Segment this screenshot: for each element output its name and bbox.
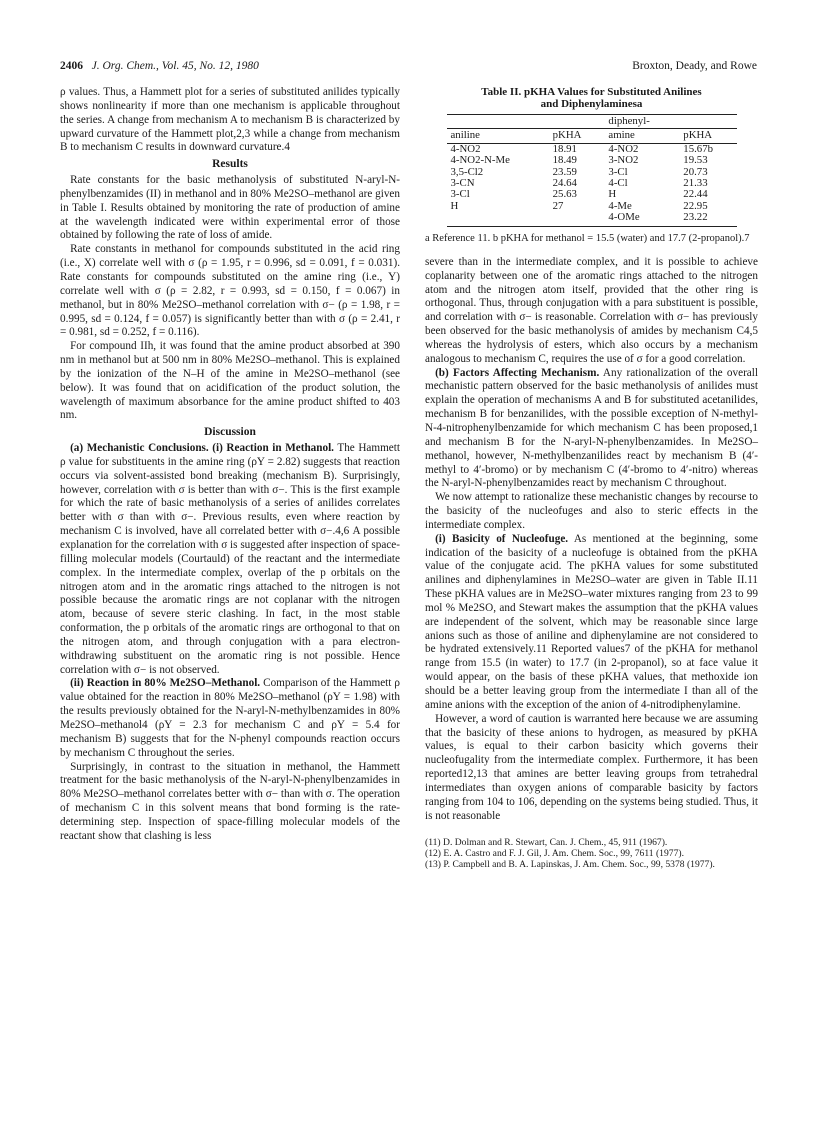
table-row: 4-OMe 23.22 [447, 212, 737, 226]
results-paragraph-2: Rate constants in methanol for compounds substituted in the acid ring (i.e., X) correlate well with σ (ρ = 1.95, r = 0.996, sd = 0.091, f = 0.031). Rate constants for compounds substituted on the amine ring (i.e., Y) correlate well with σ (ρ = 2.82, r = 0.993, sd = 0.150, f = 0.067) in methanol, but in 80% Me2SO–methanol correlation with σ− (ρ = 1.98, r = 0.995, sd = 0.124, f = 0.057) is significantly better than with σ (ρ = 2.41, r = 0.981, sd = 0.252, f = 0.116). [60, 243, 400, 339]
subsection-heading-i: (i) Basicity of Nucleofuge. [435, 532, 569, 545]
reference-item: (12) E. A. Castro and F. J. Gil, J. Am. Chem. Soc., 99, 7611 (1977). [425, 848, 684, 860]
subsection-heading-ii: (ii) Reaction in 80% Me2SO–Methanol. [70, 677, 261, 690]
results-paragraph-1: Rate constants for the basic methanolysis of substituted N-aryl-N-phenylbenzamides (II) in methanol and in 80% Me2SO–methanol are given in Table I. Results obtained by monitoring the rate of production of amine at the wavelength indicated were within experimental error of those obtained by following the rate of loss of amide. [60, 174, 400, 242]
table-footnotes: a Reference 11. b pKHA for methanol = 15.5 (water) and 17.7 (2-propanol).7 [425, 232, 750, 244]
table-header: aniline [447, 129, 549, 143]
pka-table [447, 114, 737, 227]
journal-citation: J. Org. Chem., Vol. 45, No. 12, 1980 [91, 60, 259, 72]
results-paragraph-3: For compound IIh, it was found that the amine product absorbed at 390 nm in methanol but at 500 nm in 80% Me2SO–methanol. This is explained by the ionization of the N–H of the amine in Me2SO–methanol (see below). It was found that on acidification of the product solution, the wavelength of maximum absorbance for the amine product shifted to 403 nm. [60, 340, 400, 422]
table-header-row [447, 129, 737, 143]
discussion-heading: Discussion [204, 426, 256, 439]
author-names: Broxton, Deady, and Rowe [632, 60, 757, 72]
discussion-paragraph-2: (ii) Reaction in 80% Me2SO–Methanol. Comparison of the Hammett ρ value obtained for the reaction in 80% Me2SO–methanol (ρY = 1.98) with the results previously obtained for the N-aryl-N-methylbenzamides in 80% Me2SO–methanol4 (ρY = 2.3 for mechanism C and ρY = 5.4 for mechanism B) suggests that for the N-phenyl compounds reaction occurs by mechanism C throughout the series. [60, 677, 400, 759]
right-paragraph-3: We now attempt to rationalize these mechanistic changes by recourse to the basicity of the nucleofuges and also to steric effects in the intermediate complex. [425, 491, 758, 531]
right-paragraph-4: (i) Basicity of Nucleofuge. As mentioned at the beginning, some indication of the basicity of a nucleofuge is obtained from the pKHA value of the conjugate acid. The pKHA values for some substituted anilines and diphenylamines in Me2SO–water are given in Table II.11 These pKHA values are in Me2SO–water mixtures ranging from 23 to 99 mol % Me2SO, and Stewart makes the assumption that the pKHA values are independent of the solvent, which may be reasonable since large anions such as those of aniline and diphenylamine are not considered to be hydrated extensively.11 Reported values7 of the pKHA for methanol range from 15.5 (in water) to 17.7 (in 2-propanol), so at face value it would appear, on the basis of these pKHA values, that methoxide ion should be a better leaving group from the intermediate I than all of the amine anions with the exception of the anion of 4-nitrodiphenylamine. [425, 532, 758, 711]
header-group: diphenyl- [604, 115, 679, 129]
table-row: 3-Cl 25.63 H 22.44 [450, 188, 708, 201]
table-row: 3-CN 24.64 4-Cl 21.33 [450, 177, 708, 190]
table-row: 3,5-Cl2 23.59 3-Cl 20.73 [450, 165, 708, 178]
reference-item: (13) P. Campbell and B. A. Lapinskas, J. Am. Chem. Soc., 99, 5378 (1977). [425, 859, 715, 871]
right-paragraph-5: However, a word of caution is warranted here because we are assuming that the basicity of these anions to hydrogen, as measured by pKHA values, is equal to their carbon basicity which governs their nucleofugality from the intermediate complex. Furthermore, it has been reported12,13 that amines are better leaving groups from tetrahedral intermediates than oxygen anions of comparable basicity by factors ranging from 104 to 106, depending on the systems being studied. Thus, it is not reasonable [425, 712, 758, 822]
right-paragraph-2: (b) Factors Affecting Mechanism. Any rationalization of the overall mechanistic pattern observed for the basic methanolysis of anilides must explain the operation of mechanisms A and B for substituted acetanilides, mechanism B for benzanilides, with the possible exception of N-methyl-N-4-nitrophenylbenzamide for which mechanism C has been proposed,1 and mechanism B for the N-aryl-N-phenylbenzamides. In Me2SO–methanol, however, N-methylbenzanilides react by mechanism B (4′-methyl to 4′-bromo) or by mechanism C (4′-bromo to 4′-nitro) whereas the N-aryl-N-phenylbenzamides react by mechanism C throughout. [425, 366, 758, 490]
subsection-heading-a: (a) Mechanistic Conclusions. (i) Reaction in Methanol. [70, 442, 334, 455]
table-row: 4-NO2 18.91 4-NO2 15.67b [450, 142, 713, 155]
table-header: amine [604, 129, 679, 143]
running-header [60, 60, 757, 76]
discussion-paragraph-3: Surprisingly, in contrast to the situation in methanol, the Hammett treatment for the basic methanolysis of the N-aryl-N-phenylbenzamides in 80% Me2SO–methanol correlates better with σ− than with σ. The operation of mechanism C in this solvent means that bond forming is the rate-determining step. Inspection of space-filling molecular models of the reactant show that clashing is less [60, 760, 400, 842]
intro-paragraph: ρ values. Thus, a Hammett plot for a series of substituted anilides typically shows nonlinearity if more than one mechanism is applicable throughout the series. A change from mechanism A to mechanism B is characterized by upward curvature of the Hammett plot,2,3 while a change from mechanism B to mechanism C results in downward curvature.4 [60, 86, 400, 154]
table-row: 4-NO2-N-Me 18.49 3-NO2 19.53 [450, 154, 708, 167]
discussion-paragraph-1: (a) Mechanistic Conclusions. (i) Reaction in Methanol. The Hammett ρ value for substituents in the amine ring (ρY = 2.82) suggests that reaction occurs via solvent-assisted bond breaking (mechanism B). Surprisingly, however, correlation with σ is better than with σ−. This is the first example for which the rate of basic methanolysis of a series of anilides correlates better with σ than with σ−. Previous results, even where reaction by mechanism C is involved, have all correlated better with σ−.4,6 A possible explanation for the correlation with σ is suggested after inspection of space-filling molecular models (Courtauld) of the reactant and the intermediate complex. In the intermediate complex, overlap of the p orbitals on the nitrogen atom and in the aromatic rings attached to the nitrogen is not possible because the aromatic rings are not coplanar with the nitrogen atom, because of severe steric clashing. In fact, in the most stable conformation, the p orbitals of the aromatic rings are orthogonal to that on the nitrogen atom, and through conjugation with a para electron-withdrawing substituent on the aromatic ring is not possible. Hence correlation with σ− is not observed. [60, 442, 400, 676]
table-caption: Table II. pKHA Values for Substituted Anilines and Diphenylaminesa [481, 86, 702, 110]
table-row: H 27 4-Me 22.95 [450, 199, 708, 212]
reference-item: (11) D. Dolman and R. Stewart, Can. J. Chem., 45, 911 (1967). [425, 837, 668, 849]
right-column [425, 86, 758, 870]
references [425, 837, 758, 870]
table-header: pKHA [549, 129, 605, 143]
left-column [60, 86, 400, 844]
table-header: pKHA [679, 129, 736, 143]
right-paragraph-1: severe than in the intermediate complex, and it is possible to achieve coplanarity between one of the aromatic rings attached to the nitrogen atom and the nitrogen atom itself, provided that the other ring is orthogonal. Thus, through conjugation with a para substituent is possible, and correlation with σ− is reasonable. Correlation with σ− has previously been observed for the basic methanolysis of amides by mechanism C4,5 whereas the hydrolysis of esters, which also occurs by a mechanism analogous to mechanism C, requires the use of σ for a good correlation. [425, 255, 758, 365]
page-number: 2406 [60, 60, 83, 72]
subsection-heading-b: (b) Factors Affecting Mechanism. [435, 366, 600, 379]
results-heading: Results [212, 158, 248, 171]
